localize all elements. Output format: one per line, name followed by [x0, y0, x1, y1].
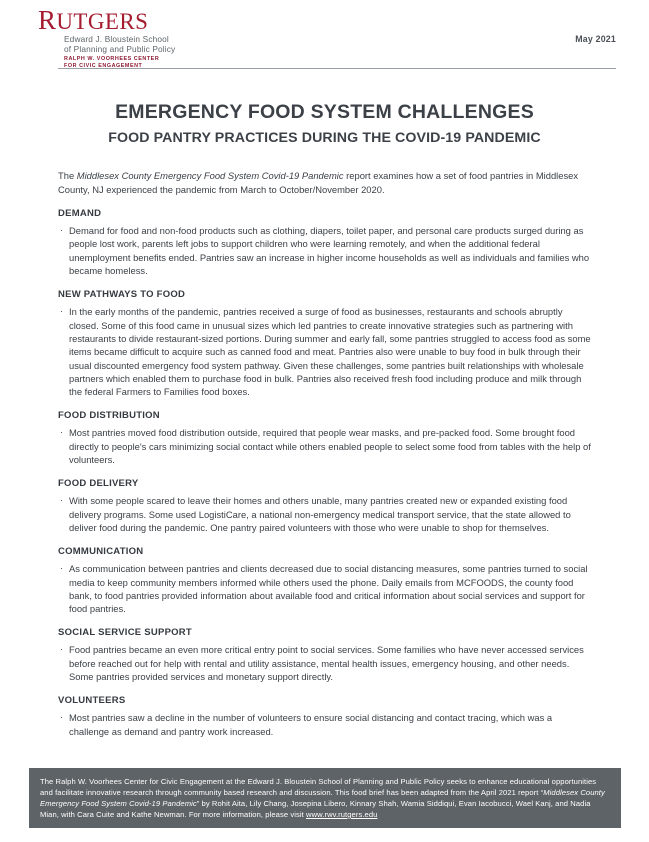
document-body: [0, 169, 649, 738]
footer-banner: [29, 768, 621, 828]
bullet-marker-icon: ·: [60, 495, 63, 506]
school-name-line-1: Edward J. Bloustein School: [64, 34, 169, 44]
page-subtitle: FOOD PANTRY PRACTICES DURING THE COVID-19 PANDEMIC: [108, 130, 541, 146]
bullet-item: [58, 224, 593, 277]
section-heading: VOLUNTEERS: [58, 695, 126, 707]
section-heading: DEMAND: [58, 208, 102, 220]
footer-part-1: The Ralph W. Voorhees Center for Civic Engagement at the Edward J. Bloustein School of Planning and Public Policy seeks to enhance educational opportunities and facilitate innovative research through community based research and discussion. This food brief has been adapted from the April 2021 report “: [40, 777, 597, 797]
footer-part-2: ” by Rohit Aita, Lily Chang, Josepina Libero, Kinnary Shah, Wamia Siddiqui, Evan Iacobucci, Wael Kanj, and Nadia Mian, with Cara Cuite and Kathe Newman. For more information, please visit: [40, 799, 591, 819]
bullet-item: [58, 643, 593, 683]
bullet-item: [58, 426, 593, 466]
rutgers-branding: [38, 5, 298, 69]
footer-report-title: Middlesex County Emergency Food System Covid-19 Pandemic: [40, 788, 605, 808]
content-section: [58, 289, 593, 398]
document-header: [0, 0, 649, 78]
page-title: EMERGENCY FOOD SYSTEM CHALLENGES: [115, 101, 534, 123]
content-section: [58, 627, 593, 683]
section-heading: COMMUNICATION: [58, 546, 144, 558]
bullet-text: In the early months of the pandemic, pantries received a surge of food as businesses, restaurants and schools abruptly closed. Some of this food came in unusual sizes which led pantries to create innovative strategies such as partnering with restaurants to divide restaurant-sized portions. During summer and early fall, some pantries struggled to access food as some items became difficult to acquire such as canned food and meat. Pantries also were unable to buy food in bulk through their usual discounted emergency food system pathway. Given these challenges, some pantries built relationships with wholesale partners which enabled them to purchase food in bulk. Pantries also received fresh food including produce and milk through the federal Farmers to Families food boxes.: [69, 306, 591, 398]
intro-report-title: Middlesex County Emergency Food System Covid-19 Pandemic: [76, 170, 344, 181]
bullet-item: [58, 494, 593, 534]
bullet-marker-icon: ·: [60, 225, 63, 236]
content-section: [58, 410, 593, 466]
footer-text: [40, 776, 611, 820]
intro-rest: report examines how a set of food pantries in Middlesex County, NJ experienced the pandemic from March to October/November 2020.: [58, 170, 579, 195]
school-name-line-2: of Planning and Public Policy: [64, 44, 176, 55]
rwv-website-link[interactable]: www.rwv.rutgers.edu: [306, 810, 378, 819]
rutgers-wordmark-logo: RUTGERS: [38, 5, 149, 35]
bullet-text: Most pantries moved food distribution outside, required that people wear masks, and pre-packed food. Some brought food directly to people's cars minimizing social contact while others enabled people to select some food from tables with the help of volunteers.: [69, 427, 591, 466]
content-section: [58, 546, 593, 615]
bullet-item: [58, 305, 593, 398]
bullet-marker-icon: ·: [60, 427, 63, 438]
bullet-marker-icon: ·: [60, 712, 63, 723]
bullet-item: [58, 711, 593, 738]
content-section: [58, 208, 593, 277]
bullet-marker-icon: ·: [60, 644, 63, 655]
section-heading: FOOD DELIVERY: [58, 478, 139, 490]
bullet-item: [58, 562, 593, 615]
section-heading: NEW PATHWAYS TO FOOD: [58, 289, 186, 301]
school-name: [64, 34, 298, 54]
bullet-text: Food pantries became an even more critical entry point to social services. Some families who have never accessed services before reached out for help with rental and utility assistance, mental health issues, emergency housing, and other needs. Some pantries provided services and monetary support directly.: [69, 644, 584, 683]
content-section: [58, 478, 593, 534]
intro-paragraph: [58, 169, 593, 196]
issue-date: May 2021: [575, 34, 616, 44]
bullet-marker-icon: ·: [60, 563, 63, 574]
title-block: [0, 100, 649, 147]
center-name-line-2: FOR CIVIC ENGAGEMENT: [64, 62, 143, 69]
bullet-text: As communication between pantries and clients decreased due to social distancing measures, some pantries turned to social media to keep community members informed while others used the phone. Daily emails from MCFOODS, the county food bank, to food pantries provided information about available food and critical information about social services and support for food pantries.: [69, 563, 588, 615]
intro-lead: The: [58, 170, 77, 181]
bullet-text: Most pantries saw a decline in the number of volunteers to ensure social distancing and contact tracing, which was a challenge as demand and pantry work increased.: [69, 712, 553, 737]
sections-container: [58, 208, 593, 738]
bullet-text: With some people scared to leave their homes and others unable, many pantries created new or expanded existing food delivery programs. Some used LogistiCare, a national non-emergency medical transport service, that the state allowed to deliver food during the pandemic. One pantry paired volunteers with those who were unable to shop for themselves.: [69, 495, 571, 533]
section-heading: FOOD DISTRIBUTION: [58, 410, 160, 422]
bullet-marker-icon: ·: [60, 306, 63, 317]
bullet-text: Demand for food and non-food products such as clothing, diapers, toilet paper, and personal care products surged during as people lost work, parents left jobs to support children who were learning remotely, and when the additional federal unemployment benefits ended. Pantries saw an increase in higher income households as well as individuals and families who became homeless.: [69, 225, 590, 277]
section-heading: SOCIAL SERVICE SUPPORT: [58, 627, 192, 639]
center-name-line-1: RALPH W. VOORHEES CENTER: [64, 55, 160, 62]
header-divider-rule: [58, 68, 616, 69]
content-section: [58, 695, 593, 738]
